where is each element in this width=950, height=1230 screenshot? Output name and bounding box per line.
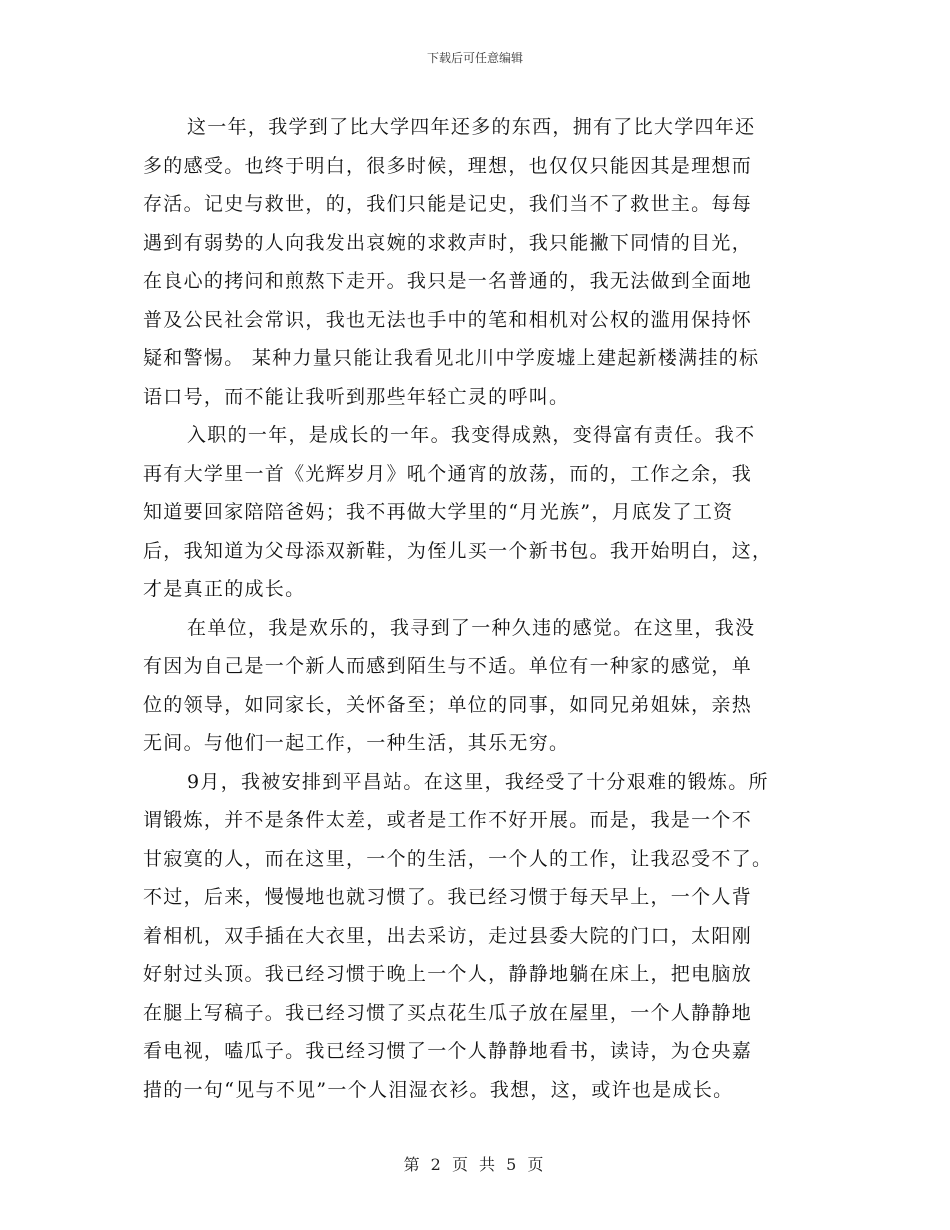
page-header: 下载后可任意编辑: [426, 51, 523, 65]
paragraph-line: 措的一句“见与不见”一个人泪湿衣衫。我想，这，或许也是成长。: [143, 1078, 734, 1101]
paragraph-1: [143, 108, 813, 416]
paragraph-line: 多的感受。也终于明白，很多时候，理想，也仅仅只能因其是理想而: [143, 154, 753, 177]
paragraph-line: 后，我知道为父母添双新鞋，为侄儿买一个新书包。我开始明白，这，: [143, 539, 773, 562]
paragraph-line: 普及公民社会常识，我也无法也手中的笔和相机对公权的滥用保持怀: [143, 308, 753, 331]
page-number: 第 2 页 共 5 页: [403, 1155, 547, 1174]
page-body: [143, 108, 813, 1109]
paragraph-line: 在腿上写稿子。我已经习惯了买点花生瓜子放在屋里，一个人静静地: [143, 1001, 753, 1024]
paragraph-3: [143, 609, 813, 763]
paragraph-line: 甘寂寞的人，而在这里，一个的生活，一个人的工作，让我忍受不了。: [143, 847, 773, 870]
paragraph-line: 这一年，我学到了比大学四年还多的东西，拥有了比大学四年还: [187, 116, 756, 138]
paragraph-line: 知道要回家陪陪爸妈；我不再做大学里的“月光族”，月底发了工资: [143, 501, 734, 523]
paragraph-line: 存活。记史与救世，的，我们只能是记史，我们当不了救世主。每每: [143, 193, 753, 215]
paragraph-line: 遇到有弱势的人向我发出哀婉的求救声时，我只能撇下同情的目光，: [143, 231, 753, 254]
paragraph-line: 位的领导，如同家长，关怀备至；单位的同事，如同兄弟姐妹，亲热: [143, 693, 753, 716]
paragraph-line: 才是真正的成长。: [143, 578, 306, 600]
paragraph-line: 有因为自己是一个新人而感到陌生与不适。单位有一种家的感觉，单: [143, 655, 753, 677]
paragraph-line: 9月，我被安排到平昌站。在这里，我经受了十分艰难的锻炼。所: [187, 770, 769, 793]
paragraph-line: 谓锻炼，并不是条件太差，或者是工作不好开展。而是，我是一个不: [143, 809, 753, 831]
paragraph-line: 在良心的拷问和煎熬下走开。我只是一名普通的，我无法做到全面地: [143, 270, 753, 292]
paragraph-line: 入职的一年，是成长的一年。我变得成熟，变得富有责任。我不: [187, 424, 756, 446]
paragraph-line: 不过，后来，慢慢地也就习惯了。我已经习惯于每天早上，一个人背: [143, 886, 753, 908]
paragraph-line: 再有大学里一首《光辉岁月》吼个通宵的放荡，而的，工作之余，我: [143, 462, 753, 485]
paragraph-line: 疑和警惕。 某种力量只能让我看见北川中学废墟上建起新楼满挂的标: [143, 347, 760, 369]
paragraph-line: 语口号，而不能让我听到那些年轻亡灵的呼叫。: [143, 385, 570, 408]
paragraph-line: 无间。与他们一起工作，一种生活，其乐无穷。: [143, 732, 570, 754]
paragraph-2: [143, 416, 813, 609]
paragraph-line: 在单位，我是欢乐的，我寻到了一种久违的感觉。在这里，我没: [187, 616, 756, 639]
paragraph-line: 看电视，嗑瓜子。我已经习惯了一个人静静地看书，读诗，为仓央嘉: [143, 1040, 753, 1062]
paragraph-line: 好射过头顶。我已经习惯于晚上一个人，静静地躺在床上，把电脑放: [143, 963, 753, 985]
paragraph-line: 着相机，双手插在大衣里，出去采访，走过县委大院的门口，太阳刚: [143, 924, 753, 947]
paragraph-4: [143, 763, 813, 1110]
